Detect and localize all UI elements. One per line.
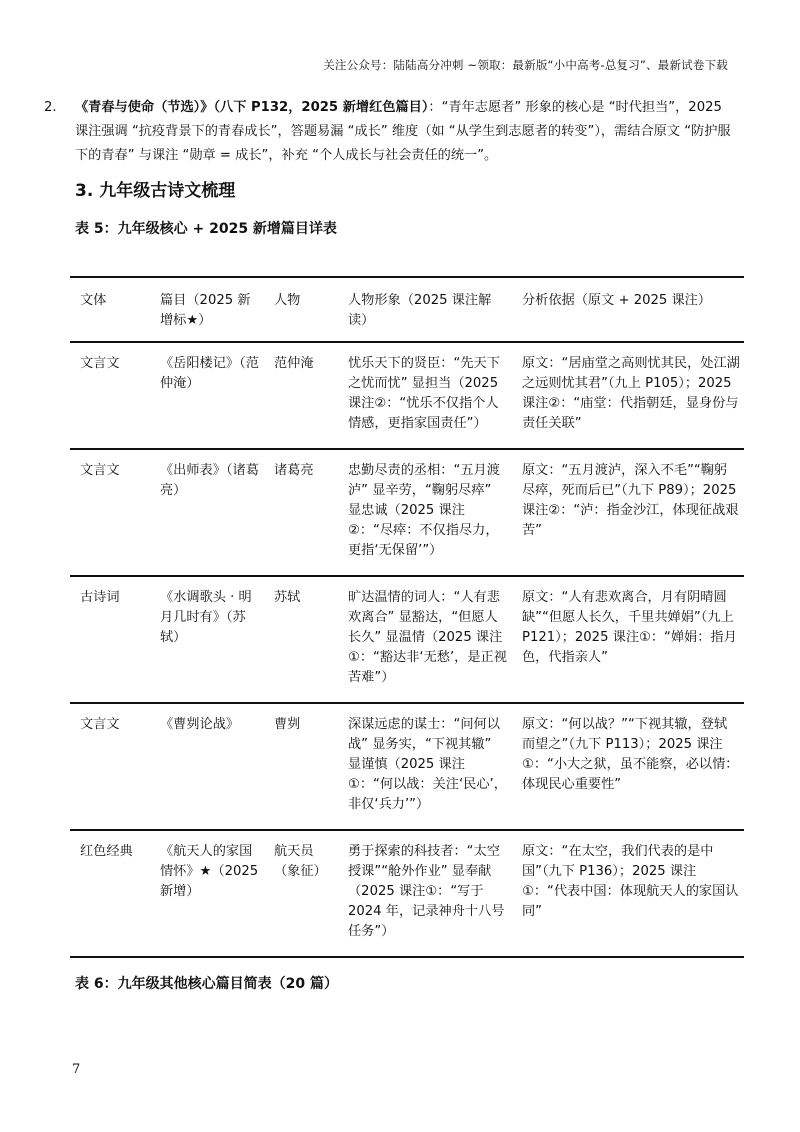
table-cell: 曹刿 [274, 717, 301, 732]
header-cell: 人物 [274, 293, 301, 308]
table-row [70, 703, 744, 830]
table-cell: 原文：“人有悲欢离合，月有阴晴圆缺”“但愿人长久，千里共婵娟”（九上 P121）；2025 课注①：“婵娟：指月色，代指亲人” [522, 590, 737, 665]
table-header-row [70, 277, 744, 342]
list-number: 2. [44, 100, 57, 115]
table-cell: 《出师表》（诸葛亮） [160, 463, 259, 498]
table-cell: 航天员（象征） [274, 844, 327, 879]
table-cell: 红色经典 [80, 844, 133, 859]
page-header: 关注公众号：陆陆高分冲刺 ~领取：最新版“小中高考-总复习”、最新试卷下载 [323, 58, 728, 72]
table-5-caption: 表 5：九年级核心 + 2025 新增篇目详表 [75, 221, 337, 237]
table-cell: 原文：“居庙堂之高则忧其民，处江湖之远则忧其君”（九上 P105）；2025 课注②：“庙堂：代指朝廷，显身份与责任关联” [522, 356, 740, 431]
table-cell: 原文：“何以战？”“下视其辙，登轼而望之”（九下 P113）；2025 课注①：“小大之狱，虽不能察，必以情：体现民心重要性” [522, 717, 739, 792]
table-row [70, 449, 744, 576]
table-row [70, 830, 744, 957]
page-number: 7 [72, 1062, 81, 1077]
table-cell: 范仲淹 [274, 356, 314, 371]
table-row [70, 576, 744, 703]
table-cell: 忧乐天下的贤臣：“先天下之忧而忧” 显担当（2025 课注②：“忧乐不仅指个人情感，更指家国责任”） [348, 356, 500, 431]
item-title: 《青春与使命（节选）》（八下 P132，2025 新增红色篇目） [75, 100, 429, 115]
header-cell: 分析依据（原文 + 2025 课注） [522, 293, 712, 308]
header-cell: 人物形象（2025 课注解读） [348, 293, 492, 328]
list-item-2 [44, 96, 734, 168]
table-cell: 勇于探索的科技者：“太空授课”“舱外作业” 显奉献（2025 课注①：“写于 2024 年，记录神舟十八号任务”） [348, 844, 505, 939]
table-cell: 《曹刿论战》 [160, 717, 240, 732]
table-cell: 旷达温情的词人：“人有悲欢离合” 显豁达，“但愿人长久” 显温情（2025 课注①：“豁达非‘无愁’，是正视苦难”） [348, 590, 507, 685]
table-cell: 原文：“在太空，我们代表的是中国”（九下 P136）；2025 课注①：“代表中国：体现航天人的家国认同” [522, 844, 739, 919]
table-cell: 古诗词 [80, 590, 120, 605]
table-cell: 原文：“五月渡泸，深入不毛”“鞠躬尽瘁，死而后已”（九下 P89）；2025 课注②：“泸：指金沙江，体现征战艰苦” [522, 463, 739, 538]
table-5 [70, 276, 744, 958]
section-title: 3. 九年级古诗文梳理 [75, 181, 236, 201]
table-6-caption: 表 6：九年级其他核心篇目简表（20 篇） [75, 976, 338, 992]
table-cell: 《水调歌头 · 明月几时有》（苏轼） [160, 590, 252, 645]
header-cell: 篇目（2025 新增标★） [160, 293, 251, 328]
table-cell: 文言文 [80, 463, 120, 478]
table-cell: 《航天人的家国情怀》★（2025 新增） [160, 844, 259, 899]
table-row [70, 342, 744, 449]
table-cell: 文言文 [80, 717, 120, 732]
table-cell: 忠勤尽责的丞相：“五月渡泸” 显辛劳，“鞠躬尽瘁” 显忠诚（2025 课注②：“尽瘁：不仅指尽力，更指‘无保留’”） [348, 463, 500, 558]
table-cell: 文言文 [80, 356, 120, 371]
table-cell: 《岳阳楼记》（范仲淹） [160, 356, 259, 391]
item-text: ：“青年志愿者” 形象的核心是 “时代担当”，2025 课注强调 “抗疫背景下的青春成长”，答题易漏 “成长” 维度（如 “从学生到志愿者的转变”），需结合原文 “防护服下的青春” 与课注 “勋章 = 成长”，补充 “个人成长与社会责任的统一”。 [75, 100, 731, 163]
table-cell: 深谋远虑的谋士：“问何以战” 显务实，“下视其辙” 显谨慎（2025 课注①：“何以战：关注‘民心’，非仅‘兵力’”） [348, 717, 507, 812]
table-cell: 苏轼 [274, 590, 301, 605]
header-cell: 文体 [80, 293, 107, 308]
table-cell: 诸葛亮 [274, 463, 314, 478]
